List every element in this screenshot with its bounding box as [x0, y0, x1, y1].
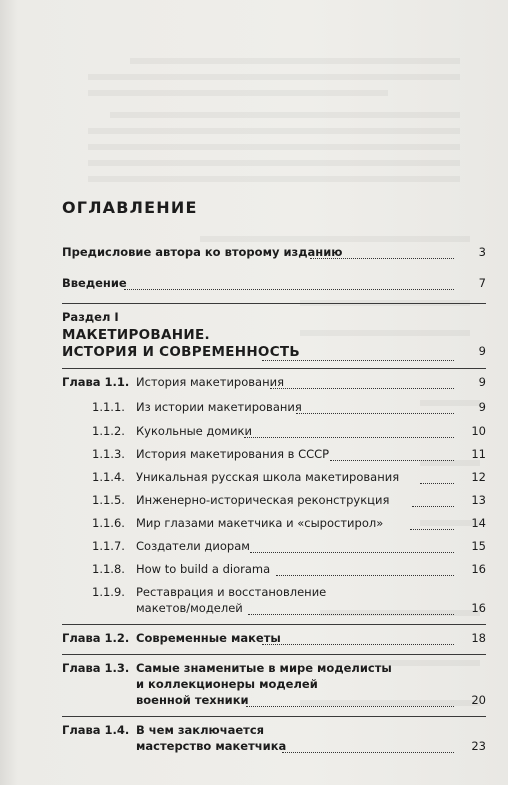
- dot-leader: [262, 644, 454, 645]
- toc-entry-1-1-9-line-2[interactable]: макетов/моделей: [136, 601, 243, 615]
- toc-entry-1-1-1[interactable]: Из истории макетирования: [136, 400, 302, 414]
- dot-leader: [282, 752, 454, 753]
- dot-leader: [412, 506, 454, 507]
- chapter-number: Глава 1.4.: [62, 723, 130, 737]
- toc-entry-1-1-9[interactable]: Реставрация и восстановление: [136, 585, 327, 599]
- page-number: 12: [471, 470, 486, 484]
- page-number: 9: [478, 375, 486, 389]
- toc-entry-part-1-title-line-2[interactable]: ИСТОРИЯ И СОВРЕМЕННОСТЬ: [62, 344, 301, 360]
- toc-entry-1-1-2[interactable]: Кукольные домики: [136, 424, 252, 438]
- toc-entry-1-1-4[interactable]: Уникальная русская школа макетирования: [136, 470, 400, 484]
- page-number: 10: [471, 424, 486, 438]
- page-number: 9: [478, 400, 486, 414]
- dot-leader: [296, 413, 454, 414]
- toc-heading: ОГЛАВЛЕНИЕ: [62, 198, 198, 217]
- dot-leader: [310, 258, 454, 259]
- subsection-number: 1.1.7.: [92, 539, 125, 553]
- toc-entry-chapter-1-3-line-3[interactable]: военной техники: [136, 693, 249, 707]
- subsection-number: 1.1.6.: [92, 516, 125, 530]
- chapter-number: Глава 1.3.: [62, 661, 130, 675]
- chapter-number: Глава 1.2.: [62, 631, 130, 645]
- subsection-number: 1.1.1.: [92, 400, 125, 414]
- page-number: 3: [478, 245, 486, 259]
- subsection-number: 1.1.9.: [92, 585, 125, 599]
- section-divider: [62, 654, 486, 655]
- page-number: 16: [471, 562, 486, 576]
- toc-entry-chapter-1-4[interactable]: В чем заключается: [136, 723, 265, 737]
- section-divider: [62, 716, 486, 717]
- toc-entry-chapter-1-2[interactable]: Современные макеты: [136, 631, 281, 645]
- part-label: Раздел I: [62, 310, 119, 324]
- toc-entry-1-1-5[interactable]: Инженерно-историческая реконструкция: [136, 493, 390, 507]
- page-number: 15: [471, 539, 486, 553]
- toc-entry-1-1-7[interactable]: Создатели диорам: [136, 539, 250, 553]
- dot-leader: [244, 437, 454, 438]
- page-number: 7: [478, 276, 486, 290]
- subsection-number: 1.1.3.: [92, 447, 125, 461]
- toc-entry-1-1-3[interactable]: История макетирования в СССР: [136, 447, 330, 461]
- dot-leader: [250, 552, 454, 553]
- subsection-number: 1.1.2.: [92, 424, 125, 438]
- dot-leader: [248, 614, 454, 615]
- toc-entry-introduction[interactable]: Введение: [62, 276, 127, 290]
- page-number: 23: [471, 739, 486, 753]
- toc-entry-chapter-1-3-line-2[interactable]: и коллекционеры моделей: [136, 677, 318, 691]
- section-divider: [62, 368, 486, 369]
- subsection-number: 1.1.5.: [92, 493, 125, 507]
- page-number: 16: [471, 601, 486, 615]
- dot-leader: [270, 388, 454, 389]
- toc-entry-1-1-6[interactable]: Мир глазами макетчика и «сыростирол»: [136, 516, 384, 530]
- subsection-number: 1.1.8.: [92, 562, 125, 576]
- dot-leader: [410, 529, 454, 530]
- dot-leader: [124, 289, 454, 290]
- page-number: 9: [478, 344, 486, 358]
- page-number: 11: [471, 447, 486, 461]
- toc-entry-part-1-title[interactable]: МАКЕТИРОВАНИЕ.: [62, 327, 210, 343]
- toc-entry-chapter-1-1[interactable]: История макетирования: [136, 375, 284, 389]
- toc-entry-chapter-1-4-line-2[interactable]: мастерство макетчика: [136, 739, 287, 753]
- dot-leader: [330, 460, 454, 461]
- page-number: 14: [471, 516, 486, 530]
- toc-entry-preface[interactable]: Предисловие автора ко второму изданию: [62, 245, 343, 259]
- subsection-number: 1.1.4.: [92, 470, 125, 484]
- dot-leader: [420, 483, 454, 484]
- section-divider: [62, 624, 486, 625]
- chapter-number: Глава 1.1.: [62, 375, 130, 389]
- page-number: 18: [471, 631, 486, 645]
- dot-leader: [262, 360, 454, 361]
- dot-leader: [276, 575, 454, 576]
- page-number: 13: [471, 493, 486, 507]
- section-divider: [62, 303, 486, 304]
- dot-leader: [246, 706, 454, 707]
- page-number: 20: [471, 693, 486, 707]
- toc-entry-chapter-1-3[interactable]: Самые знаменитые в мире моделисты: [136, 661, 392, 675]
- toc-entry-1-1-8[interactable]: How to build a diorama: [136, 562, 271, 576]
